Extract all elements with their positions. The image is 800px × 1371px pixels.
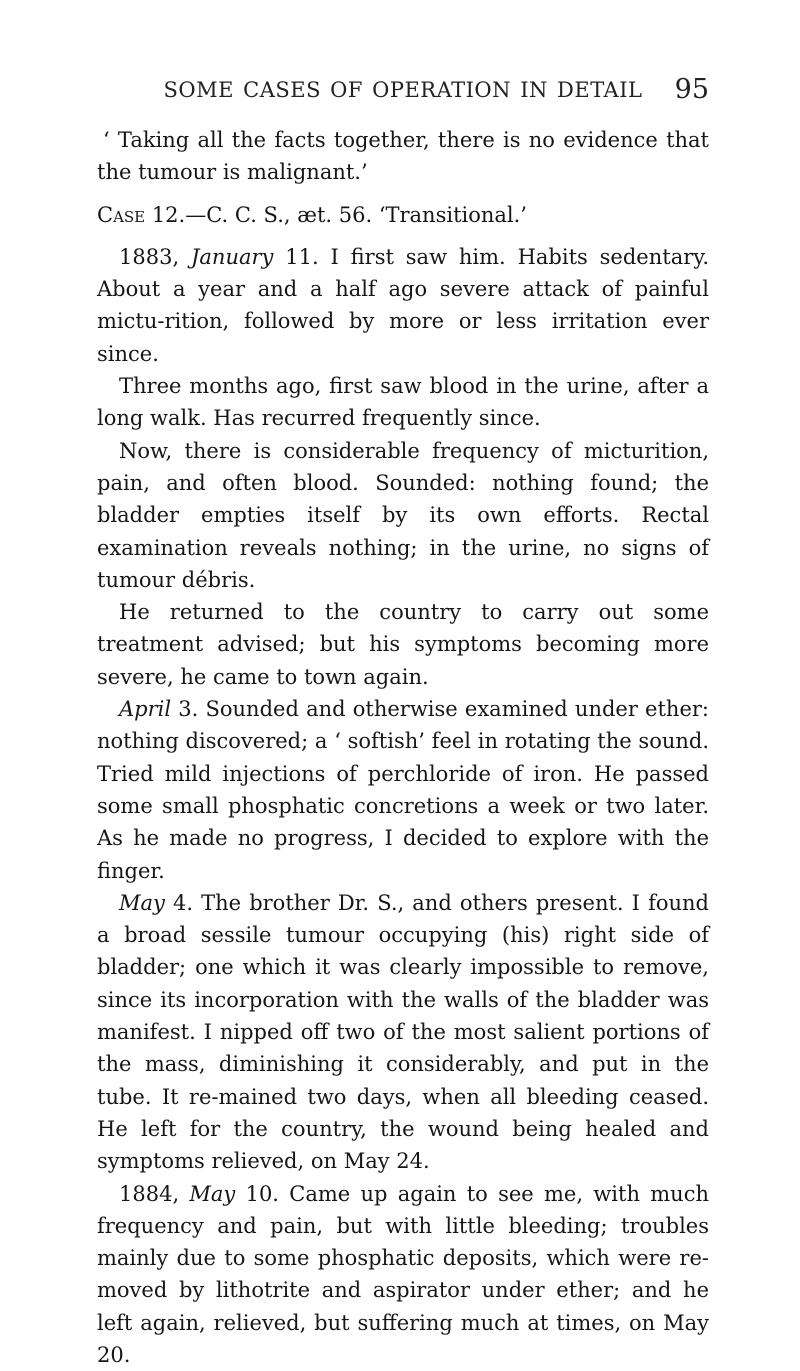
running-title: SOME CASES OF OPERATION IN DETAIL (97, 78, 709, 102)
year-1884: 1884, (119, 1182, 189, 1206)
paragraph-first-visit (97, 241, 709, 370)
paragraph-current-state: Now, there is considerable frequency of micturition, pain, and often blood. Sounded: nothing found; the bladder empties itself by its own efforts. Rectal examination reveals nothing; in the urine, no signs of tumour débris. (97, 435, 709, 596)
paragraph-text: 4. The brother Dr. S., and others present. I found a broad sessile tumour occupying (his) right side of bladder; one which it was clearly impossible to remove, since its incorporation with the walls of the bladder was manifest. I nipped off two of the most salient portions of the mass, diminishing it considerably, and put in the tube. It re-mained two days, when all bleeding ceased. He left for the country, the wound being healed and symptoms relieved, on May 24. (97, 891, 709, 1173)
month-may: May (119, 891, 165, 915)
case-label: Case (97, 203, 145, 227)
paragraph-text: 3. Sounded and otherwise examined under ether: nothing discovered; a ‘ softish’ feel in rotating the sound. Tried mild injections of perchloride of iron. He passed some small phosphatic concretions a week or two later. As he made no progress, I decided to explore with the finger. (97, 697, 709, 882)
year-1883: 1883, (119, 245, 191, 269)
page-header (97, 78, 709, 108)
case-heading (97, 199, 709, 231)
quote-paragraph: ‘ Taking all the facts together, there is no evidence that the tumour is malignant.’ (97, 124, 709, 189)
paragraph-may (97, 887, 709, 1178)
month-april: April (119, 697, 171, 721)
paragraph-1884 (97, 1178, 709, 1371)
month-may: May (189, 1182, 235, 1206)
page-body (97, 124, 709, 1371)
paragraph-text: 11. I first saw him. Habits sedentary. About a year and a half ago severe attack of painful mictu-rition, followed by more or less irritation ever since. (97, 245, 709, 366)
case-details: 12.—C. C. S., æt. 56. ‘Transitional.’ (145, 203, 527, 227)
month-january: January (191, 245, 273, 269)
paragraph-text: 10. Came up again to see me, with much frequency and pain, but with little bleeding; troubles mainly due to some phosphatic deposits, which were re-moved by lithotrite and aspirator under ether; and he left again, relieved, but suffering much at times, on May 20. (97, 1182, 709, 1367)
paragraph-returned-country: He returned to the country to carry out some treatment advised; but his symptoms becoming more severe, he came to town again. (97, 596, 709, 693)
page-number: 95 (675, 74, 709, 105)
paragraph-blood-in-urine: Three months ago, first saw blood in the urine, after a long walk. Has recurred frequently since. (97, 370, 709, 435)
paragraph-april (97, 693, 709, 887)
